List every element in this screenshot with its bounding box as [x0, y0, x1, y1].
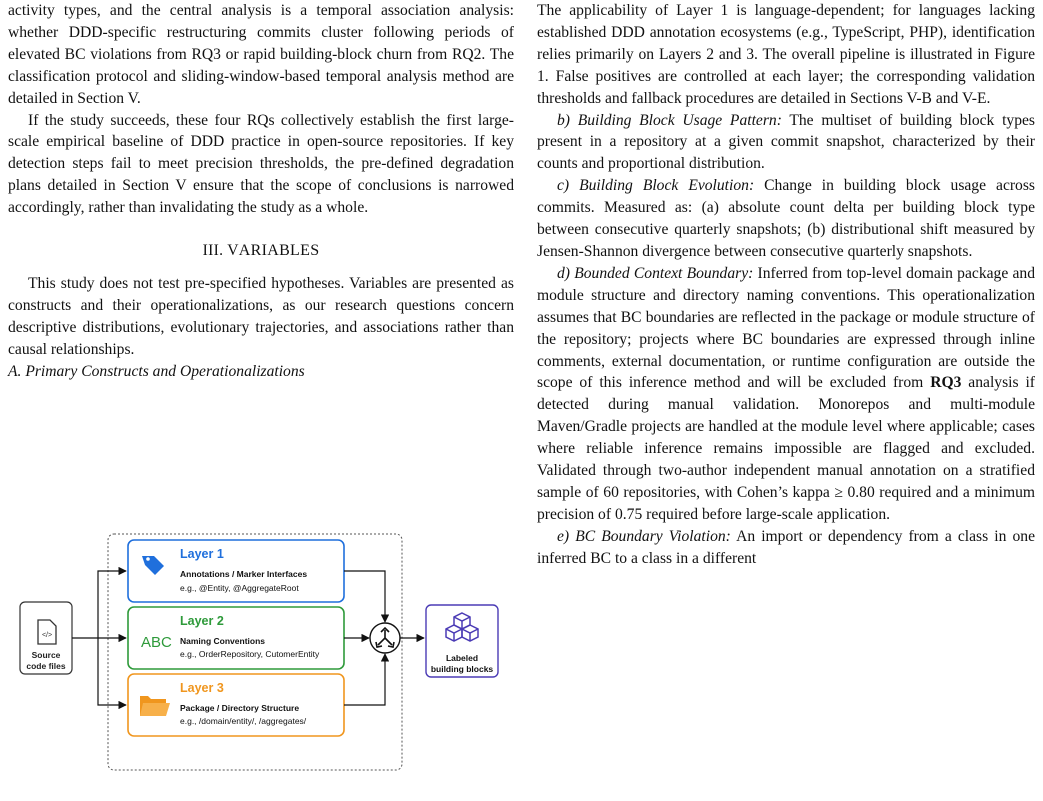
item-text: Inferred from top-level domain package and module structure and directory naming conventions. This operationalization assumes that BC boundaries are reflected in the package or module structure of the repository; projects where BC boundaries are expressed through inline comments, external documentation, or runtime configuration are outside the scope of this inference method and will be excluded from — [537, 264, 1035, 392]
subsection-heading: A. Primary Constructs and Operationalizations — [8, 362, 305, 380]
source-label-line1: Source — [31, 650, 61, 660]
source-code-files-box — [20, 602, 72, 674]
paragraph-e — [537, 526, 1035, 570]
item-text: The multiset of building block types present in a repository at a given commit snapshot, characterized by their counts and proportional distribution. — [537, 111, 1035, 173]
item-label: e) BC Boundary Violation: — [557, 527, 731, 545]
item-label: d) Bounded Context Boundary: — [557, 264, 754, 282]
layer2-title: Layer 2 — [180, 614, 224, 628]
item-label: b) Building Block Usage Pattern: — [557, 111, 782, 129]
item-text: Change in building block usage across commits. Measured as: (a) absolute count delta per building block type between consecutive quarterly snapshots; (b) distributional shift measured by Jensen-Shannon divergence between consecutive quarterly snapshots. — [537, 177, 1035, 260]
labeled-building-blocks-box — [426, 605, 498, 677]
section-title-rest: ARIABLES — [238, 242, 320, 260]
rq3-bold: RQ3 — [930, 374, 962, 392]
svg-text:</>: </> — [41, 632, 53, 639]
section-heading — [8, 240, 514, 262]
paragraph: activity types, and the central analysis is a temporal association analysis: whether DDD-specific restructuring commits cluster following periods of elevated BC violations from RQ3 or rapid building-block churn from RQ2. The classification protocol and sliding-window-based temporal analysis method are detailed in Section V. — [8, 2, 514, 107]
paragraph: If the study succeeds, these four RQs collectively establish the first large-scale empirical baseline of DDD practice in open-source repositories. If key detection steps fail to meet precision thresholds, the pre-defined degradation plans detailed in Section V ensure that the scope of conclusions is narrowed accordingly, rather than invalidating the study as a whole. — [8, 111, 514, 217]
output-label-line1: Labeled — [445, 653, 479, 663]
merge-icon — [370, 623, 400, 653]
layer3-example: e.g., /domain/entity/, /aggregates/ — [180, 716, 307, 726]
layer2-subtitle: Naming Conventions — [180, 636, 266, 646]
layer3-box — [128, 674, 344, 736]
layer3-title: Layer 3 — [180, 681, 224, 695]
item-text: analysis if detected during manual validation. Monorepos and multi-module Maven/Gradle projects are handled at the module level where applicable; cases where reliable inference remains impossible are flagged and excluded. Validated through two-author independent manual annotation on a stratified sample of 60 repositories, with Cohen’s kappa ≥ 0.80 required and a minimum precision of 0.75 required before large-scale application. — [537, 374, 1035, 523]
item-text: An import or dependency from a class in one inferred BC to a class in a different — [537, 527, 1035, 567]
arrow-source-layer1 — [98, 571, 126, 638]
layer1-title: Layer 1 — [180, 547, 224, 561]
output-label-line2: building blocks — [430, 664, 494, 674]
layer3-subtitle: Package / Directory Structure — [180, 703, 300, 713]
layer1-subtitle: Annotations / Marker Interfaces — [180, 569, 308, 579]
section-title-initial: V — [227, 242, 239, 260]
layer1-example: e.g., @Entity, @AggregateRoot — [180, 583, 299, 593]
paragraph-b — [537, 110, 1035, 176]
abc-icon: ABC — [141, 634, 172, 651]
folder-icon — [140, 696, 170, 716]
layer2-box — [128, 607, 344, 669]
arrow-source-layer3 — [98, 638, 126, 705]
arrow-layer3-merge — [344, 654, 385, 705]
paragraph: This study does not test pre-specified hypotheses. Variables are presented as constructs and their operationalizations, as our research questions concern descriptive distributions, evolutionary trajectories, and associations rather than causal relationships. — [8, 274, 514, 358]
paragraph: The applicability of Layer 1 is language-dependent; for languages lacking established DDD annotation ecosystems (e.g., TypeScript, PHP), identification relies primarily on Layers 2 and 3. The overall pipeline is illustrated in Figure 1. False positives are controlled at each layer; the corresponding validation thresholds and fallback procedures are detailed in Sections V-B and V-E. — [537, 2, 1035, 107]
layer2-example: e.g., OrderRepository, CutomerEntity — [180, 649, 320, 659]
layer1-box — [128, 540, 344, 602]
paragraph-c — [537, 175, 1035, 263]
source-label-line2: code files — [26, 661, 66, 671]
section-number: III. — [202, 242, 224, 260]
arrow-layer1-merge — [344, 571, 385, 622]
right-column — [537, 0, 1035, 570]
item-label: c) Building Block Evolution: — [557, 177, 755, 195]
paragraph-d — [537, 263, 1035, 526]
left-column — [8, 0, 514, 383]
